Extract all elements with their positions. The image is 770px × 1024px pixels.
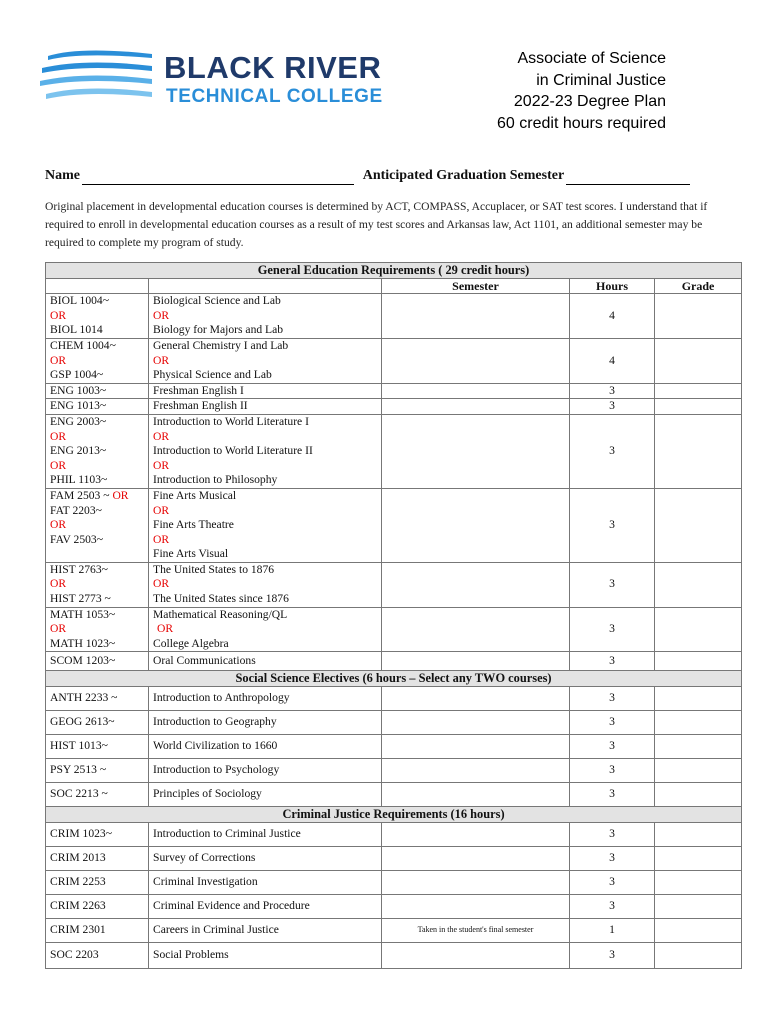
semester-header: Semester	[382, 278, 570, 294]
grade-cell[interactable]	[655, 783, 742, 807]
hours-cell: 3	[570, 488, 655, 562]
course-codes: CHEM 1004~ OR GSP 1004~	[46, 338, 149, 383]
course-title: Criminal Investigation	[149, 870, 382, 894]
semester-cell[interactable]	[382, 687, 570, 711]
course-row	[46, 652, 742, 671]
name-field[interactable]	[82, 168, 354, 185]
hours-cell: 3	[570, 894, 655, 918]
section-social-science: Social Science Electives (6 hours – Select any TWO courses)	[46, 671, 742, 687]
grade-header: Grade	[655, 278, 742, 294]
course-title: Freshman English I	[149, 383, 382, 399]
course-code: CRIM 2301	[46, 918, 149, 942]
semester-cell[interactable]	[382, 942, 570, 968]
section-row	[46, 263, 742, 279]
course-title: Introduction to Geography	[149, 711, 382, 735]
course-code: SOC 2213 ~	[46, 783, 149, 807]
course-row	[46, 759, 742, 783]
college-logo	[40, 40, 420, 115]
course-title: Survey of Corrections	[149, 846, 382, 870]
requirements-table	[45, 262, 742, 969]
course-row	[46, 822, 742, 846]
hours-cell: 3	[570, 652, 655, 671]
plan-line: in Criminal Justice	[536, 71, 666, 89]
course-code: PSY 2513 ~	[46, 759, 149, 783]
section-row	[46, 807, 742, 823]
hours-cell: 3	[570, 822, 655, 846]
course-codes: HIST 2763~ OR HIST 2773 ~	[46, 562, 149, 607]
grade-cell[interactable]	[655, 846, 742, 870]
semester-cell[interactable]	[382, 294, 570, 339]
course-row	[46, 414, 742, 488]
course-title: Principles of Sociology	[149, 783, 382, 807]
grade-cell[interactable]	[655, 822, 742, 846]
course-row	[46, 846, 742, 870]
course-row	[46, 294, 742, 339]
semester-cell[interactable]	[382, 399, 570, 415]
course-code: ENG 1003~	[46, 383, 149, 399]
semester-cell[interactable]	[382, 607, 570, 652]
course-row	[46, 870, 742, 894]
semester-cell[interactable]	[382, 870, 570, 894]
course-title: World Civilization to 1660	[149, 735, 382, 759]
grade-cell[interactable]	[655, 711, 742, 735]
river-waves-icon	[40, 46, 155, 108]
course-row	[46, 399, 742, 415]
grade-cell[interactable]	[655, 894, 742, 918]
course-code: CRIM 1023~	[46, 822, 149, 846]
course-code: GEOG 2613~	[46, 711, 149, 735]
grade-cell[interactable]	[655, 607, 742, 652]
graduation-label: Anticipated Graduation Semester	[362, 168, 565, 183]
brand-name: BLACK RIVER	[164, 50, 382, 85]
course-row	[46, 338, 742, 383]
course-row	[46, 735, 742, 759]
course-code: SOC 2203	[46, 942, 149, 968]
course-title: Social Problems	[149, 942, 382, 968]
course-code: CRIM 2013	[46, 846, 149, 870]
course-code: ANTH 2233 ~	[46, 687, 149, 711]
course-codes: BIOL 1004~ OR BIOL 1014	[46, 294, 149, 339]
hours-cell: 3	[570, 735, 655, 759]
grade-cell[interactable]	[655, 338, 742, 383]
grade-cell[interactable]	[655, 687, 742, 711]
course-row	[46, 783, 742, 807]
plan-line: Associate of Science	[517, 50, 666, 67]
semester-cell[interactable]	[382, 338, 570, 383]
brand-subname: TECHNICAL COLLEGE	[166, 86, 383, 107]
semester-cell[interactable]	[382, 822, 570, 846]
plan-line: 2022-23 Degree Plan	[513, 93, 666, 110]
semester-cell[interactable]	[382, 894, 570, 918]
course-codes: ENG 2003~ OR ENG 2013~ OR PHIL 1103~	[46, 414, 149, 488]
course-title: Freshman English II	[149, 399, 382, 415]
course-titles: Introduction to World Literature I OR Introduction to World Literature II OR Introduction to Philosophy	[149, 414, 382, 488]
semester-cell[interactable]	[382, 383, 570, 399]
hours-cell: 3	[570, 607, 655, 652]
course-title: Careers in Criminal Justice	[149, 918, 382, 942]
semester-cell[interactable]	[382, 759, 570, 783]
hours-cell: 3	[570, 942, 655, 968]
section-gen-ed: General Education Requirements ( 29 credit hours)	[46, 263, 742, 279]
course-titles: Biological Science and Lab OR Biology for Majors and Lab	[149, 294, 382, 339]
course-row	[46, 607, 742, 652]
graduation-field[interactable]	[566, 168, 690, 185]
degree-plan-title	[497, 48, 666, 134]
course-code: CRIM 2253	[46, 870, 149, 894]
grade-cell[interactable]	[655, 918, 742, 942]
semester-cell[interactable]	[382, 562, 570, 607]
semester-cell[interactable]	[382, 414, 570, 488]
course-code: SCOM 1203~	[46, 652, 149, 671]
semester-cell[interactable]	[382, 711, 570, 735]
grade-cell[interactable]	[655, 414, 742, 488]
hours-cell: 3	[570, 687, 655, 711]
course-row	[46, 942, 742, 968]
hours-cell: 3	[570, 414, 655, 488]
hours-cell: 4	[570, 294, 655, 339]
course-row	[46, 918, 742, 942]
grade-cell[interactable]	[655, 870, 742, 894]
hours-cell: 3	[570, 870, 655, 894]
course-titles: Fine Arts Musical OR Fine Arts Theatre OR Fine Arts Visual	[149, 488, 382, 562]
semester-cell[interactable]	[382, 488, 570, 562]
hours-cell: 4	[570, 338, 655, 383]
plan-line: 60 credit hours required	[497, 114, 666, 132]
name-label: Name	[45, 168, 80, 183]
course-title: Criminal Evidence and Procedure	[149, 894, 382, 918]
hours-cell: 3	[570, 383, 655, 399]
section-criminal-justice: Criminal Justice Requirements (16 hours)	[46, 807, 742, 823]
course-code: CRIM 2263	[46, 894, 149, 918]
course-titles: General Chemistry I and Lab OR Physical Science and Lab	[149, 338, 382, 383]
hours-header: Hours	[570, 278, 655, 294]
course-row	[46, 687, 742, 711]
course-row	[46, 711, 742, 735]
hours-cell: 3	[570, 759, 655, 783]
course-row	[46, 562, 742, 607]
course-code: ENG 1013~	[46, 399, 149, 415]
column-header-row	[46, 278, 742, 294]
course-codes: FAM 2503 ~ OR FAT 2203~ OR FAV 2503~	[46, 488, 149, 562]
course-titles: Mathematical Reasoning/QL OR College Algebra	[149, 607, 382, 652]
course-code: HIST 1013~	[46, 735, 149, 759]
course-row	[46, 488, 742, 562]
course-title: Oral Communications	[149, 652, 382, 671]
grade-cell[interactable]	[655, 735, 742, 759]
hours-cell: 3	[570, 783, 655, 807]
hours-cell: 3	[570, 399, 655, 415]
page-header	[0, 0, 770, 150]
course-row	[46, 383, 742, 399]
semester-note: Taken in the student's final semester	[382, 918, 570, 942]
grade-cell[interactable]	[655, 383, 742, 399]
course-title: Introduction to Anthropology	[149, 687, 382, 711]
hours-cell: 3	[570, 846, 655, 870]
semester-cell[interactable]	[382, 783, 570, 807]
semester-cell[interactable]	[382, 735, 570, 759]
hours-cell: 1	[570, 918, 655, 942]
grade-cell[interactable]	[655, 759, 742, 783]
semester-cell[interactable]	[382, 652, 570, 671]
course-title: Introduction to Criminal Justice	[149, 822, 382, 846]
section-row	[46, 671, 742, 687]
semester-cell[interactable]	[382, 846, 570, 870]
grade-cell[interactable]	[655, 942, 742, 968]
intro-paragraph: Original placement in developmental education courses is determined by ACT, COMPASS, Accuplacer, or SAT test scores. I understand that if required to enroll in developmental education courses as a result of my test scores and Arkansas law, Act 1101, an additional semester may be required to complete my program of study.	[45, 200, 708, 249]
grade-cell[interactable]	[655, 652, 742, 671]
name-line	[45, 168, 690, 185]
grade-cell[interactable]	[655, 562, 742, 607]
course-row	[46, 894, 742, 918]
grade-cell[interactable]	[655, 294, 742, 339]
course-title: Introduction to Psychology	[149, 759, 382, 783]
hours-cell: 3	[570, 562, 655, 607]
course-titles: The United States to 1876 OR The United States since 1876	[149, 562, 382, 607]
grade-cell[interactable]	[655, 488, 742, 562]
hours-cell: 3	[570, 711, 655, 735]
course-codes: MATH 1053~ OR MATH 1023~	[46, 607, 149, 652]
grade-cell[interactable]	[655, 399, 742, 415]
